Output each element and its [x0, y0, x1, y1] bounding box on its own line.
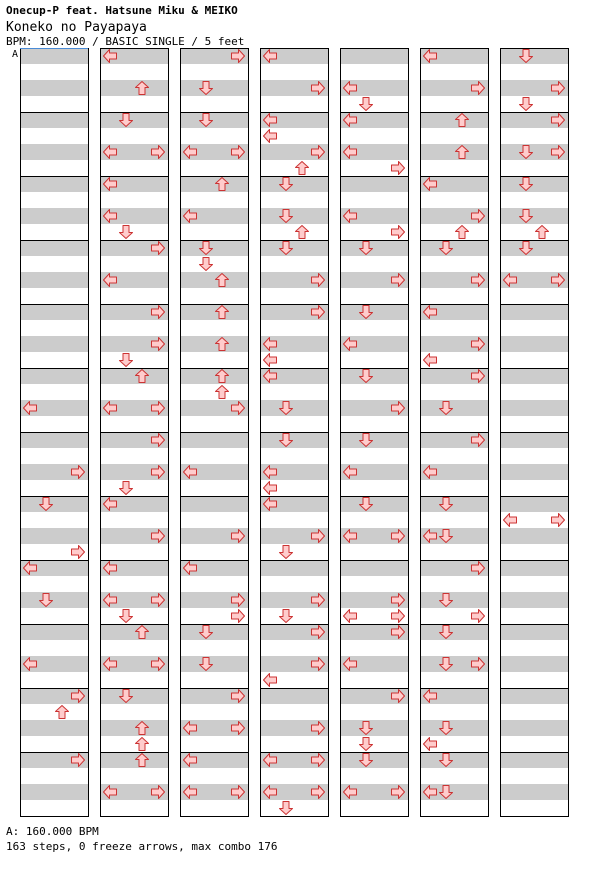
down-arrow-icon	[280, 610, 293, 623]
beat-stripe	[340, 432, 408, 448]
beat-stripe	[100, 624, 168, 640]
beat-stripe	[180, 240, 248, 256]
beat-stripe	[20, 240, 88, 256]
right-arrow-icon	[72, 546, 85, 559]
beat-stripe	[20, 80, 88, 96]
left-arrow-icon	[264, 482, 277, 495]
beat-stripe	[100, 80, 168, 96]
down-arrow-icon	[520, 98, 533, 111]
beat-stripe	[20, 528, 88, 544]
beat-stripe	[20, 208, 88, 224]
song-title: Koneko no Payapaya	[6, 20, 147, 35]
beat-stripe	[20, 336, 88, 352]
beat-stripe	[20, 176, 88, 192]
beat-stripe	[500, 528, 568, 544]
beat-stripe	[340, 496, 408, 512]
beat-stripe	[100, 720, 168, 736]
left-arrow-icon	[504, 514, 517, 527]
beat-stripe	[500, 720, 568, 736]
artist-title: Onecup-P feat. Hatsune Miku & MEIKO	[6, 4, 238, 17]
up-arrow-icon	[536, 226, 549, 239]
beat-stripe	[260, 432, 328, 448]
up-arrow-icon	[456, 226, 469, 239]
beat-stripe	[420, 112, 488, 128]
beat-stripe	[180, 336, 248, 352]
right-arrow-icon	[392, 226, 405, 239]
right-arrow-icon	[552, 514, 565, 527]
beat-stripe	[20, 624, 88, 640]
beat-stripe	[500, 784, 568, 800]
up-arrow-icon	[216, 386, 229, 399]
beat-stripe	[340, 240, 408, 256]
down-arrow-icon	[360, 738, 373, 751]
beat-stripe	[180, 368, 248, 384]
beat-stripe	[500, 560, 568, 576]
beat-stripe	[500, 656, 568, 672]
down-arrow-icon	[280, 546, 293, 559]
beat-stripe	[500, 496, 568, 512]
chart-info: BPM: 160.000 / BASIC SINGLE / 5 feet	[6, 35, 245, 48]
beat-stripe	[20, 368, 88, 384]
beat-stripe	[500, 176, 568, 192]
beat-stripe	[20, 48, 88, 64]
right-arrow-icon	[392, 610, 405, 623]
beat-stripe	[100, 112, 168, 128]
beat-stripe	[20, 112, 88, 128]
down-arrow-icon	[200, 258, 213, 271]
beat-stripe	[260, 688, 328, 704]
beat-stripe	[340, 752, 408, 768]
beat-stripe	[20, 432, 88, 448]
up-arrow-icon	[296, 162, 309, 175]
beat-stripe	[100, 752, 168, 768]
beat-stripe	[340, 176, 408, 192]
beat-stripe	[420, 624, 488, 640]
beat-stripe	[500, 752, 568, 768]
beat-stripe	[500, 688, 568, 704]
beat-stripe	[20, 592, 88, 608]
down-arrow-icon	[280, 802, 293, 815]
beat-stripe	[420, 752, 488, 768]
right-arrow-icon	[232, 610, 245, 623]
beat-stripe	[500, 624, 568, 640]
beat-stripe	[20, 496, 88, 512]
down-arrow-icon	[120, 354, 133, 367]
right-arrow-icon	[392, 162, 405, 175]
left-arrow-icon	[424, 738, 437, 751]
down-arrow-icon	[120, 482, 133, 495]
beat-stripe	[500, 208, 568, 224]
beat-stripe	[260, 400, 328, 416]
beat-stripe	[180, 272, 248, 288]
beat-stripe	[500, 48, 568, 64]
beat-stripe	[420, 400, 488, 416]
left-arrow-icon	[344, 610, 357, 623]
beat-stripe	[420, 720, 488, 736]
beat-stripe	[180, 432, 248, 448]
beat-stripe	[420, 592, 488, 608]
beat-stripe	[500, 464, 568, 480]
beat-stripe	[260, 240, 328, 256]
beat-stripe	[20, 304, 88, 320]
beat-stripe	[500, 304, 568, 320]
up-arrow-icon	[136, 738, 149, 751]
beat-stripe	[20, 720, 88, 736]
bpm-marker-label: A	[12, 49, 19, 60]
beat-stripe	[20, 144, 88, 160]
beat-stripe	[180, 112, 248, 128]
beat-stripe	[180, 624, 248, 640]
left-arrow-icon	[264, 130, 277, 143]
left-arrow-icon	[424, 354, 437, 367]
beat-stripe	[500, 336, 568, 352]
beat-stripe	[340, 304, 408, 320]
beat-stripe	[500, 368, 568, 384]
bpm-legend: A: 160.000 BPM	[6, 825, 99, 838]
up-arrow-icon	[56, 706, 69, 719]
beat-stripe	[260, 208, 328, 224]
beat-stripe	[180, 80, 248, 96]
beat-stripe	[20, 272, 88, 288]
beat-stripe	[420, 144, 488, 160]
left-arrow-icon	[264, 674, 277, 687]
beat-stripe	[100, 688, 168, 704]
beat-stripe	[260, 176, 328, 192]
beat-stripe	[340, 720, 408, 736]
beat-stripe	[340, 560, 408, 576]
beat-stripe	[420, 240, 488, 256]
right-arrow-icon	[472, 610, 485, 623]
beat-stripe	[420, 496, 488, 512]
down-arrow-icon	[120, 226, 133, 239]
beat-stripe	[180, 304, 248, 320]
beat-stripe	[500, 592, 568, 608]
up-arrow-icon	[296, 226, 309, 239]
beat-stripe	[340, 48, 408, 64]
beat-stripe	[500, 400, 568, 416]
beat-stripe	[100, 368, 168, 384]
chart-stats: 163 steps, 0 freeze arrows, max combo 176	[6, 840, 278, 853]
left-arrow-icon	[264, 354, 277, 367]
beat-stripe	[500, 240, 568, 256]
beat-stripe	[260, 560, 328, 576]
beat-stripe	[500, 432, 568, 448]
beat-stripe	[20, 784, 88, 800]
beat-stripe	[180, 176, 248, 192]
down-arrow-icon	[120, 610, 133, 623]
beat-stripe	[180, 656, 248, 672]
down-arrow-icon	[360, 98, 373, 111]
beat-stripe	[340, 368, 408, 384]
beat-stripe	[180, 496, 248, 512]
